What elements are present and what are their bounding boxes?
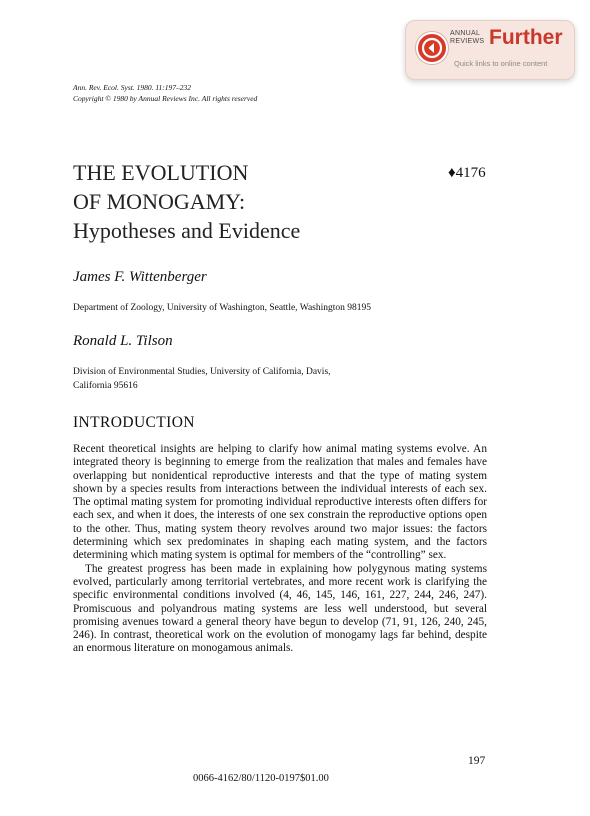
badge-subtitle: Quick links to online content — [454, 59, 548, 68]
badge-publisher-label — [450, 30, 484, 46]
affiliation-line: Division of Environmental Studies, University of California, Davis, — [73, 367, 331, 377]
affiliation-line: Department of Zoology, University of Washington, Seattle, Washington 98195 — [73, 303, 372, 313]
author-name: James F. Wittenberger — [73, 269, 207, 285]
author-affiliation — [73, 302, 371, 316]
article-code: 0066-4162/80/1120-0197$01.00 — [193, 773, 329, 784]
play-back-icon — [416, 32, 448, 64]
affiliation-line: California 95616 — [73, 380, 138, 391]
badge-reviews-text: REVIEWS — [450, 38, 485, 45]
citation-copyright: Copyright © 1980 by Annual Reviews Inc. All rights reserved — [73, 94, 258, 103]
title-line-2: OF MONOGAMY: — [73, 189, 246, 214]
section-heading: INTRODUCTION — [73, 414, 195, 431]
badge-annual-text: ANNUAL — [450, 30, 481, 37]
body-text — [73, 443, 487, 656]
manuscript-number: ♦4176 — [448, 165, 486, 181]
annual-reviews-further-badge[interactable] — [405, 20, 575, 80]
page-number: 197 — [468, 755, 486, 767]
citation-block — [73, 82, 257, 104]
title-line-1: THE EVOLUTION — [73, 160, 249, 185]
author-affiliation — [73, 366, 331, 393]
author-name: Ronald L. Tilson — [73, 333, 173, 349]
title-line-3: Hypotheses and Evidence — [73, 218, 301, 243]
citation-journal: Ann. Rev. Ecol. Syst. 1980. 11:197–232 — [73, 83, 192, 92]
badge-further-text: Further — [489, 26, 563, 49]
paragraph: Recent theoretical insights are helping to clarify how animal mating systems evolve. An integrated theory is beginning to emerge from the realization that males and females have overlapping but nonidentical reproductive interests and that the type of mating system shown by a species results from interactions between the individual interests of each sex. The optimal mating system for promoting individual reproductive interests often differs for each sex, and when it does, the interests of one sex constrain the reproductive options open to the other. Thus, mating system theory revolves around two major issues: the factors determining which sex predominates in shaping each mating system, and the factors determining which mating system is optimal for members of the “controlling” sex. — [73, 443, 487, 562]
paper-title — [73, 158, 300, 245]
paragraph: The greatest progress has been made in explaining how polygynous mating systems evolved, particularly among territorial vertebrates, and more recent work is clarifying the specific environmental conditions involved (4, 46, 145, 146, 161, 227, 244, 246, 247). Promiscuous and polyandrous mating systems are less well understood, but several promising avenues toward a general theory have begun to develop (71, 91, 126, 240, 245, 246). In contrast, theoretical work on the evolution of monogamy lags far behind, despite an enormous literature on monogamous animals. — [73, 562, 487, 655]
